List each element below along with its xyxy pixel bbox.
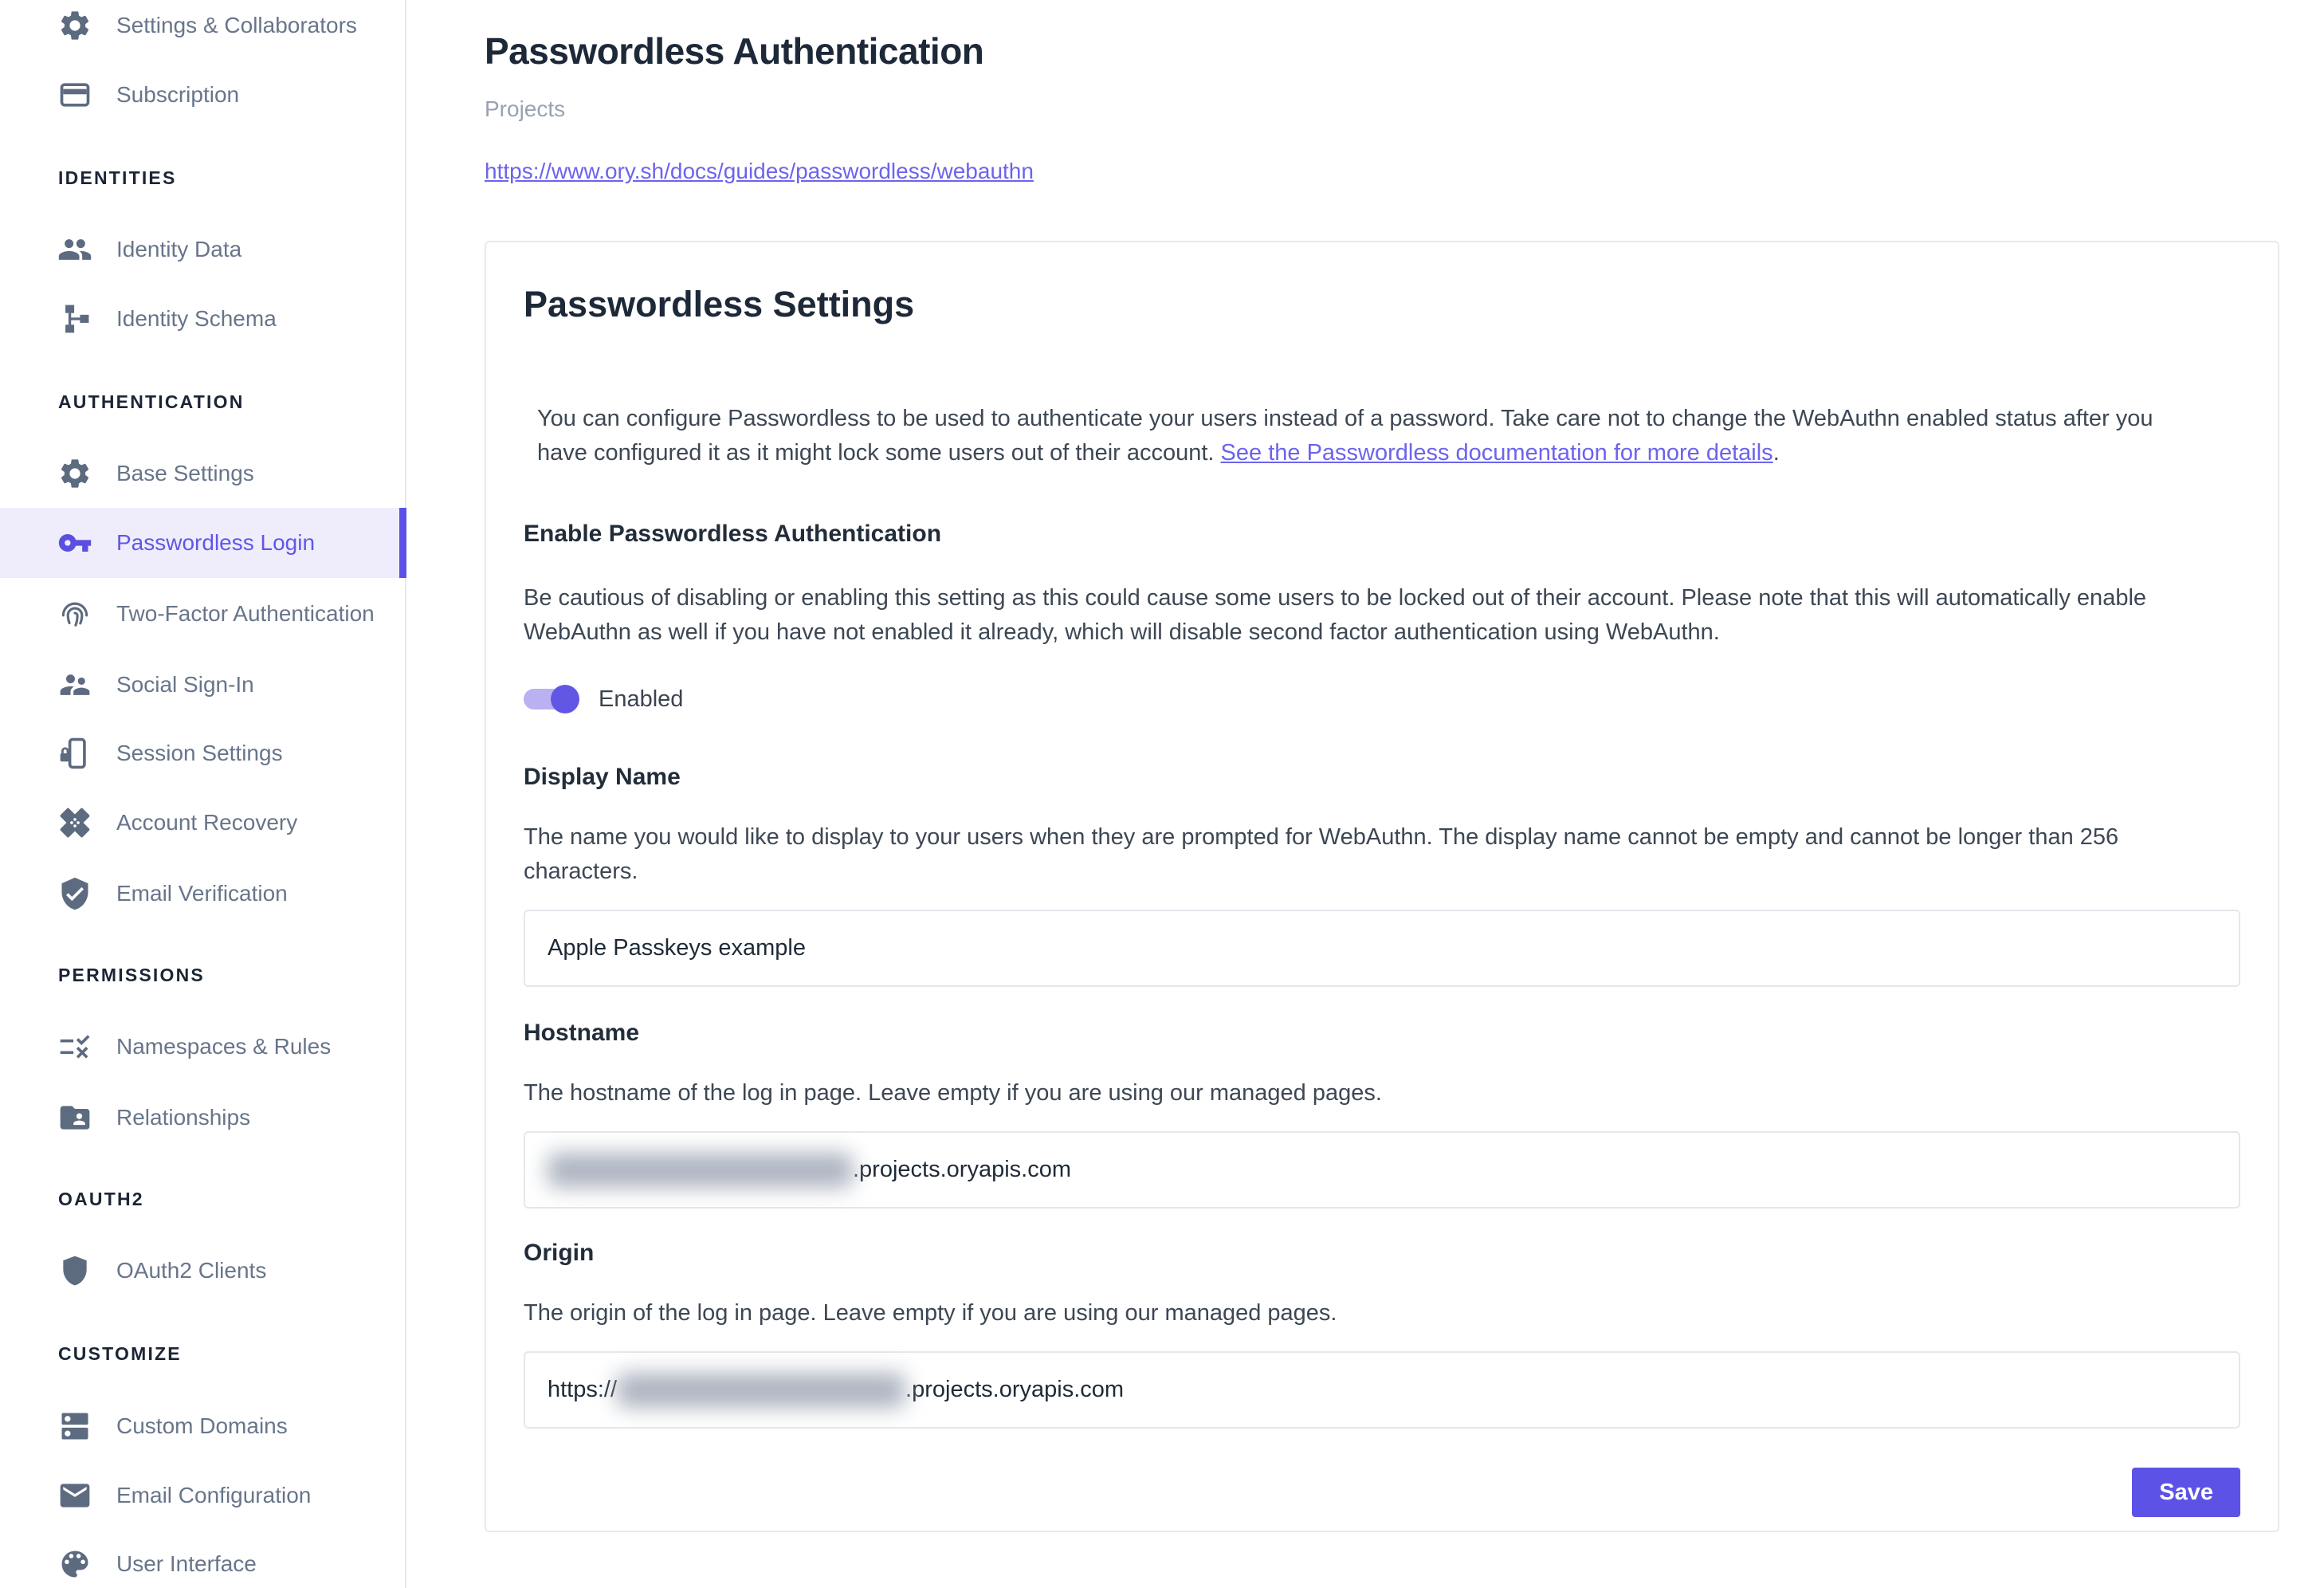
sidebar-item-label: Namespaces & Rules	[116, 1034, 332, 1059]
passwordless-docs-link[interactable]: See the Passwordless documentation for more details	[1220, 440, 1773, 466]
palette-icon	[57, 1547, 92, 1582]
fingerprint-icon	[57, 596, 92, 631]
sidebar-section-customize: CUSTOMIZE	[58, 1343, 182, 1364]
save-button[interactable]: Save	[2132, 1468, 2240, 1517]
sidebar-item-label: Relationships	[116, 1105, 251, 1130]
hostname-description: The hostname of the log in page. Leave empty if you are using our managed pages.	[524, 1080, 1382, 1106]
card-title: Passwordless Settings	[524, 284, 915, 324]
sidebar-item-namespaces-rules[interactable]	[0, 1012, 406, 1082]
sidebar-item-subscription[interactable]	[0, 60, 406, 130]
sidebar-item-label: OAuth2 Clients	[116, 1258, 267, 1283]
toggle-row	[524, 685, 2240, 713]
gear-icon	[57, 456, 92, 491]
sidebar-item-email-configuration[interactable]	[0, 1460, 406, 1531]
sidebar-item-oauth2-clients[interactable]	[0, 1236, 406, 1306]
toggle-label: Enabled	[599, 686, 684, 712]
sidebar-item-label: Settings & Collaborators	[116, 13, 357, 37]
sidebar-item-settings-collaborators[interactable]	[0, 0, 406, 61]
sidebar-item-label: Session Settings	[116, 741, 283, 765]
toggle-thumb	[551, 685, 579, 713]
main-content	[406, 0, 2324, 1532]
mail-icon	[57, 1478, 92, 1513]
sidebar-item-account-recovery[interactable]	[0, 788, 406, 858]
sidebar-item-label: Two-Factor Authentication	[116, 601, 375, 626]
phone-lock-icon	[57, 736, 92, 771]
origin-input[interactable]	[524, 1351, 2240, 1429]
sidebar-item-passwordless-login[interactable]	[0, 508, 406, 578]
sidebar-item-label: User Interface	[116, 1551, 257, 1576]
redacted-blur	[617, 1373, 905, 1408]
hostname-title: Hostname	[524, 1020, 640, 1046]
sidebar-item-base-settings[interactable]	[0, 438, 406, 509]
intro-suffix: .	[1772, 440, 1780, 466]
sidebar-section-permissions: PERMISSIONS	[58, 965, 205, 985]
sidebar-item-label: Email Configuration	[116, 1483, 312, 1507]
sidebar-item-label: Subscription	[116, 82, 240, 107]
display-name-title: Display Name	[524, 764, 681, 790]
sidebar-item-label: Identity Schema	[116, 306, 277, 331]
sidebar-item-label: Base Settings	[116, 461, 254, 485]
sidebar-item-session-settings[interactable]	[0, 718, 406, 788]
hostname-input[interactable]	[524, 1131, 2240, 1209]
doc-link[interactable]: https://www.ory.sh/docs/guides/passwordless/webauthn	[485, 159, 1034, 183]
origin-title: Origin	[524, 1240, 595, 1266]
origin-prefix: https://	[548, 1377, 618, 1402]
page-title: Passwordless Authentication	[485, 30, 984, 72]
schema-icon	[57, 301, 92, 336]
sidebar-item-identity-schema[interactable]	[0, 284, 406, 354]
key-icon	[57, 525, 92, 560]
sidebar-item-user-interface[interactable]	[0, 1529, 406, 1588]
enable-description: Be cautious of disabling or enabling this setting as this could cause some users to be locked out of their account. Please note that this will automatically enable WebAuthn as well if you have not enabled it already, which will disable second factor authentication using WebAuthn.	[524, 585, 2147, 645]
sidebar-item-two-factor-authentication[interactable]	[0, 579, 406, 649]
breadcrumb: Projects	[485, 96, 566, 121]
display-name-input[interactable]	[524, 910, 2240, 987]
shield-check-icon	[57, 876, 92, 911]
display-name-description: The name you would like to display to your users when they are prompted for WebAuthn. The display name cannot be empty and cannot be longer than 256 characters.	[524, 824, 2119, 884]
server-icon	[57, 1409, 92, 1444]
sidebar-item-label: Email Verification	[116, 881, 288, 906]
intro-text: You can configure Passwordless to be used to authenticate your users instead of a password. Take care not to change the WebAuthn enabled status after you have configured it as it might lock some users out of their account.	[537, 406, 2153, 466]
hostname-suffix: .projects.oryapis.com	[853, 1157, 1071, 1182]
sidebar-item-email-verification[interactable]	[0, 859, 406, 929]
social-users-icon	[57, 667, 92, 702]
sidebar-section-identities: IDENTITIES	[58, 167, 177, 188]
origin-description: The origin of the log in page. Leave empty if you are using our managed pages.	[524, 1300, 1337, 1326]
redacted-blur	[548, 1153, 853, 1188]
sidebar-item-social-sign-in[interactable]	[0, 650, 406, 720]
sidebar-item-label: Passwordless Login	[116, 530, 316, 555]
sidebar-item-identity-data[interactable]	[0, 214, 406, 285]
credit-card-icon	[57, 77, 92, 112]
folder-shared-icon	[57, 1100, 92, 1135]
intro-paragraph	[537, 402, 2195, 470]
save-row	[524, 1468, 2240, 1517]
healing-icon	[57, 805, 92, 840]
shield-icon	[57, 1253, 92, 1288]
sidebar-nav	[0, 0, 406, 1588]
sidebar-item-label: Custom Domains	[116, 1413, 288, 1438]
sidebar-item-custom-domains[interactable]	[0, 1391, 406, 1461]
sidebar-item-label: Social Sign-In	[116, 672, 254, 697]
enable-section-title: Enable Passwordless Authentication	[524, 521, 942, 547]
people-icon	[57, 232, 92, 267]
gear-icon	[57, 8, 92, 43]
sidebar-item-label: Account Recovery	[116, 810, 298, 835]
origin-suffix: .projects.oryapis.com	[905, 1377, 1125, 1402]
passwordless-toggle[interactable]	[524, 685, 578, 713]
sidebar-section-oauth2: OAUTH2	[58, 1189, 144, 1209]
sidebar-item-label: Identity Data	[116, 237, 242, 261]
rules-icon	[57, 1029, 92, 1064]
settings-card	[485, 241, 2279, 1532]
sidebar-section-authentication: AUTHENTICATION	[58, 391, 245, 412]
sidebar-item-relationships[interactable]	[0, 1083, 406, 1153]
